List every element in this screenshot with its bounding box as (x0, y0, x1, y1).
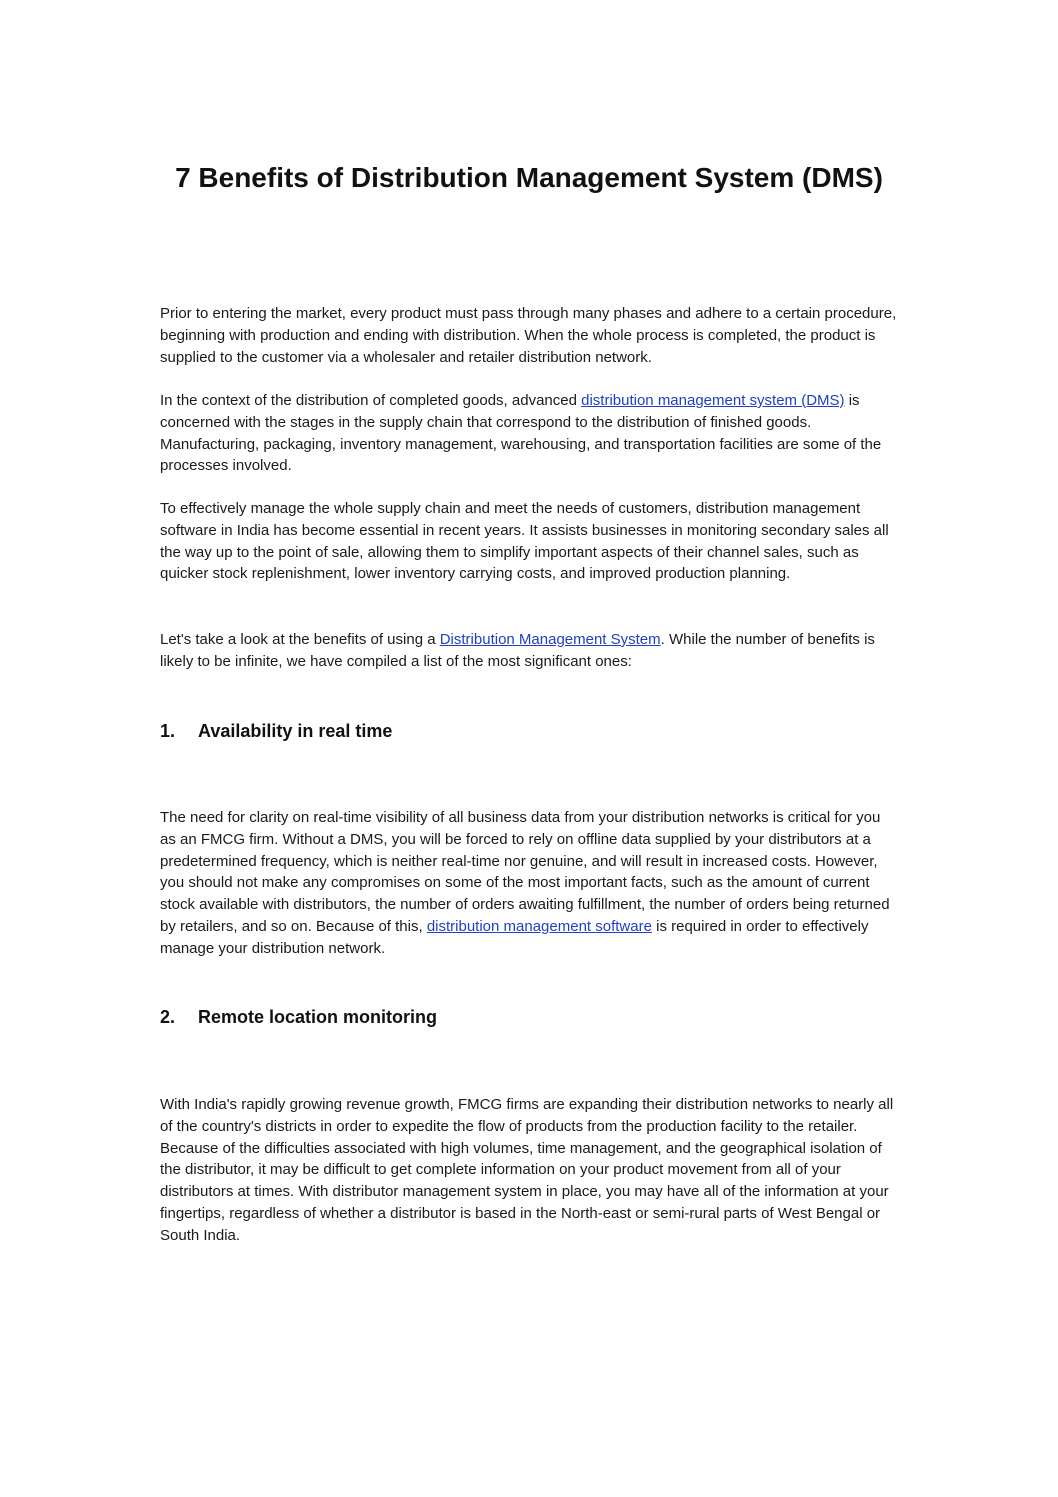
intro-paragraph-2-text-end: is concerned with the stages in the supply chain that correspond to the distribution of finished goods. Manufacturing, packaging, inventory management, warehousing, and transportation facilities are some of the processes involved. (160, 392, 882, 475)
section-heading-text: Availability in real time (198, 721, 393, 741)
section-number: 2. (160, 1007, 176, 1027)
section-number: 1. (160, 721, 176, 741)
section-body-availability (160, 807, 900, 960)
intro-paragraph-4 (160, 629, 900, 673)
section-body-text-start: The need for clarity on real-time visibility of all business data from your distribution networks is critical for you as an FMCG firm. Without a DMS, you will be forced to rely on offline data supplied by your distributors at a predetermined frequency, which is neither real-time nor genuine, and will result in increased costs. However, you should not make any compromises on some of the most important facts, such as the amount of current stock available with distributors, the number of orders awaiting fulfillment, the number of orders being returned by retailers, and so on. Because of this, (160, 809, 890, 935)
distribution-management-software-link[interactable]: distribution management software (426, 917, 652, 935)
intro-paragraph-4-text-end: . While the number of benefits is likely to be infinite, we have compiled a list of the most significant ones: (160, 631, 875, 670)
section-heading-text: Remote location monitoring (198, 1007, 438, 1027)
intro-paragraph-2-text-start: In the context of the distribution of completed goods, advanced (160, 392, 582, 409)
intro-paragraph-1: Prior to entering the market, every product must pass through many phases and adhere to a certain procedure, beginning with production and ending with distribution. When the whole process is completed, the product is supplied to the customer via a wholesaler and retailer distribution network. (160, 305, 897, 366)
page-title: 7 Benefits of Distribution Management System (DMS) (175, 162, 883, 193)
intro-paragraph-4-text-start: Let's take a look at the benefits of using a (160, 631, 440, 648)
dms-link[interactable]: distribution management system (DMS) (581, 392, 845, 409)
section-body-remote-monitoring: With India's rapidly growing revenue growth, FMCG firms are expanding their distribution networks to nearly all of the country's districts in order to expedite the flow of products from the production facility to the retailer. Because of the difficulties associated with high volumes, time management, and the geographical isolation of the distributor, it may be difficult to get complete information on your product movement from all of your distributors at times. With distributor management system in place, you may have all of the information at your fingertips, regardless of whether a distributor is based in the North-east or semi-rural parts of West Bengal or South India. (160, 1096, 894, 1244)
intro-paragraph-3: To effectively manage the whole supply chain and meet the needs of customers, distribution management software in India has become essential in recent years. It assists businesses in monitoring secondary sales all the way up to the point of sale, allowing them to simplify important aspects of their channel sales, such as quicker stock replenishment, lower inventory carrying costs, and improved production planning. (160, 500, 889, 583)
section-body-text-end: is required in order to effectively manage your distribution network. (160, 917, 869, 957)
section-heading-remote-monitoring (160, 1004, 900, 1030)
distribution-management-system-link[interactable]: Distribution Management System (439, 631, 661, 648)
intro-paragraph-2 (160, 390, 900, 477)
section-heading-availability (160, 718, 900, 744)
